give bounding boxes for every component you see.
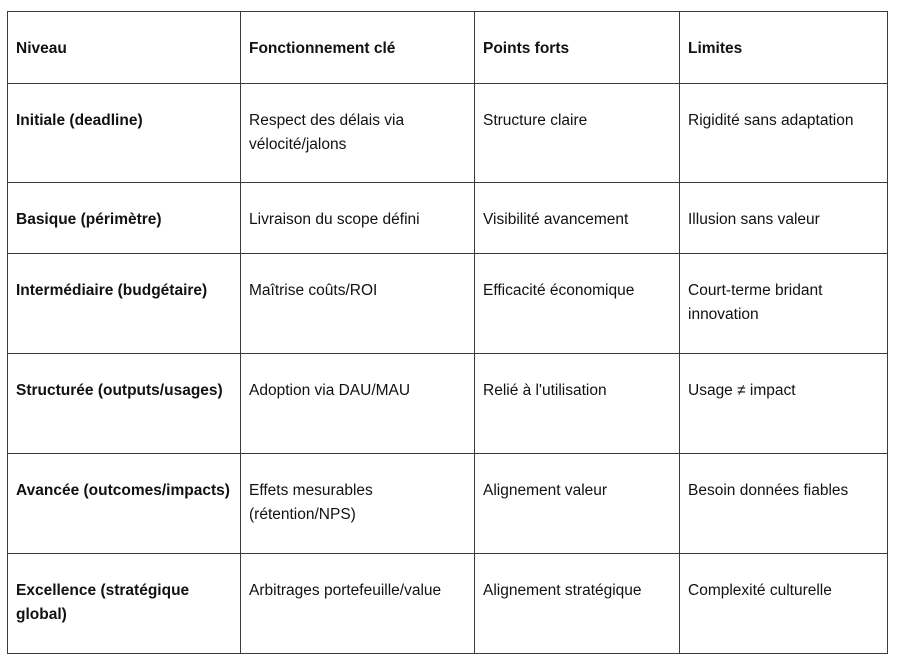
cell-fonctionnement: Adoption via DAU/MAU xyxy=(241,354,475,454)
cell-points-forts: Alignement stratégique xyxy=(475,554,680,654)
cell-points-forts: Structure claire xyxy=(475,84,680,183)
header-niveau: Niveau xyxy=(8,12,241,84)
table-row xyxy=(8,454,888,554)
cell-points-forts: Visibilité avancement xyxy=(475,183,680,254)
maturity-table xyxy=(7,11,888,654)
cell-points-forts: Alignement valeur xyxy=(475,454,680,554)
table-row xyxy=(8,183,888,254)
cell-fonctionnement: Maîtrise coûts/ROI xyxy=(241,254,475,354)
cell-points-forts: Efficacité économique xyxy=(475,254,680,354)
cell-points-forts: Relié à l'utilisation xyxy=(475,354,680,454)
cell-fonctionnement: Arbitrages portefeuille/value xyxy=(241,554,475,654)
header-points-forts: Points forts xyxy=(475,12,680,84)
cell-niveau: Excellence (stratégique global) xyxy=(8,554,241,654)
table-row xyxy=(8,254,888,354)
cell-limites: Besoin données fiables xyxy=(680,454,888,554)
cell-niveau: Structurée (outputs/usages) xyxy=(8,354,241,454)
table-header-row xyxy=(8,12,888,84)
table-row xyxy=(8,84,888,183)
header-fonctionnement: Fonctionnement clé xyxy=(241,12,475,84)
cell-niveau: Basique (périmètre) xyxy=(8,183,241,254)
cell-niveau: Avancée (outcomes/impacts) xyxy=(8,454,241,554)
cell-fonctionnement: Livraison du scope défini xyxy=(241,183,475,254)
table-row xyxy=(8,554,888,654)
cell-niveau: Intermédiaire (budgétaire) xyxy=(8,254,241,354)
cell-limites: Court-terme bridant innovation xyxy=(680,254,888,354)
cell-limites: Illusion sans valeur xyxy=(680,183,888,254)
header-limites: Limites xyxy=(680,12,888,84)
cell-limites: Complexité culturelle xyxy=(680,554,888,654)
cell-fonctionnement: Respect des délais via vélocité/jalons xyxy=(241,84,475,183)
cell-limites: Rigidité sans adaptation xyxy=(680,84,888,183)
table-row xyxy=(8,354,888,454)
cell-niveau: Initiale (deadline) xyxy=(8,84,241,183)
cell-fonctionnement: Effets mesurables (rétention/NPS) xyxy=(241,454,475,554)
cell-limites: Usage ≠ impact xyxy=(680,354,888,454)
